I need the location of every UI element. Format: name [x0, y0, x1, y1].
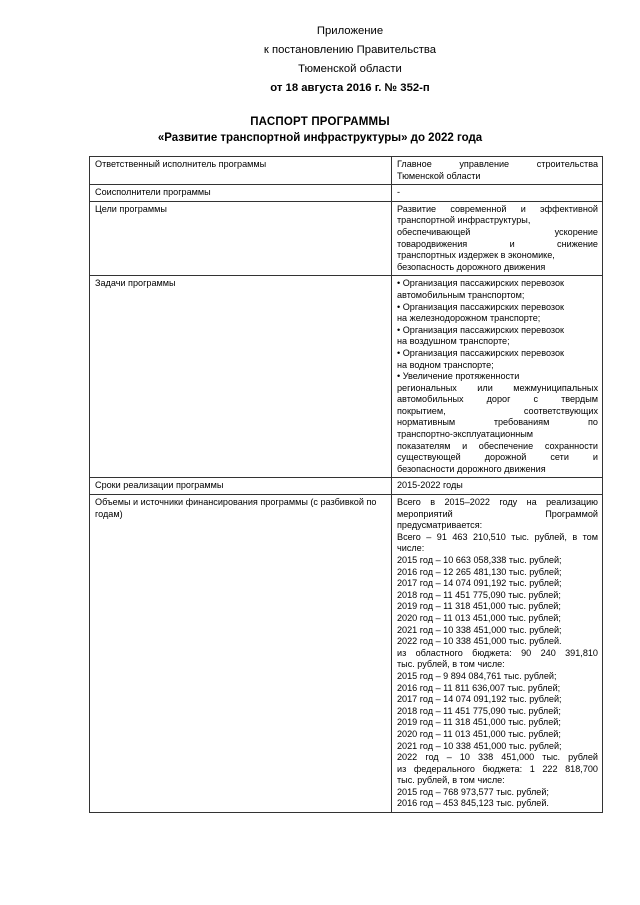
value-line: транспортно-эксплуатационным — [397, 429, 534, 440]
row-value-cell — [392, 185, 603, 202]
value-line: Главное управление строительства — [397, 159, 598, 169]
value-line: Всего – 91 463 210,510 тыс. рублей, в том — [397, 531, 598, 542]
row-label-cell: Соисполнители программы — [90, 185, 392, 202]
row-value-cell — [392, 495, 603, 813]
value-line: 2018 год – 11 451 775,090 тыс. рублей; — [397, 705, 561, 716]
value-line: 2016 год – 11 811 636,007 тыс. рублей; — [397, 682, 561, 693]
header-region-line: Тюменской области — [298, 63, 402, 75]
value-line: 2022 год – 10 338 451,000 тыс. рублей. — [397, 636, 562, 647]
row-value-cell — [392, 157, 603, 185]
value-line: безопасности дорожного движения — [397, 463, 546, 474]
value-line: транспортных издержек в экономике, — [397, 250, 555, 261]
value-line: покрытием, соответствующих — [397, 405, 598, 416]
value-line: нормативным требованиям по — [397, 417, 598, 428]
row-value-cell — [392, 201, 603, 276]
table-row — [90, 276, 603, 478]
value-line: существующей дорожной сети и — [397, 452, 598, 463]
page-title: ПАСПОРТ ПРОГРАММЫ — [250, 116, 390, 128]
value-line: 2015 год – 10 663 058,338 тыс. рублей; — [397, 555, 562, 565]
value-line: 2019 год – 11 318 451,000 тыс. рублей; — [397, 717, 561, 728]
value-line: • Организация пассажирских перевозок — [397, 347, 564, 358]
row-label-cell: Ответственный исполнитель программы — [90, 157, 392, 185]
value-line: 2016 год – 453 845,123 тыс. рублей. — [397, 798, 549, 809]
value-line: 2016 год – 12 265 481,130 тыс. рублей; — [397, 566, 562, 577]
row-value-cell — [392, 276, 603, 478]
value-line: 2021 год – 10 338 451,000 тыс. рублей; — [397, 740, 562, 751]
value-line: из областного бюджета: 90 240 391,810 — [397, 647, 598, 658]
table-row — [90, 157, 603, 185]
value-line: - — [397, 187, 401, 198]
value-line: транспортной инфраструктуры, — [397, 215, 531, 226]
value-line: на водном транспорте; — [397, 359, 494, 370]
value-line: на железнодорожном транспорте; — [397, 313, 541, 324]
value-line: 2019 год – 11 318 451,000 тыс. рублей; — [397, 601, 561, 612]
value-line: товародвижения и снижение — [397, 238, 598, 249]
row-label-cell: Цели программы — [90, 201, 392, 276]
value-line: 2021 год – 10 338 451,000 тыс. рублей; — [397, 624, 562, 635]
value-line: из федерального бюджета: 1 222 818,700 — [397, 763, 598, 774]
row-label-cell: Сроки реализации программы — [90, 478, 392, 495]
page-subtitle: «Развитие транспортной инфраструктуры» до 2022 года — [157, 132, 483, 144]
value-line: Тюменской области — [397, 170, 481, 181]
value-line: автомобильным транспортом; — [397, 289, 525, 300]
value-line: 2015 год – 9 894 084,761 тыс. рублей; — [397, 670, 557, 681]
value-line: показателям и обеспечение сохранности — [397, 440, 598, 451]
value-line: 2015 год – 768 973,577 тыс. рублей; — [397, 786, 549, 797]
value-line: • Организация пассажирских перевозок — [397, 324, 564, 335]
value-line: 2020 год – 11 013 451,000 тыс. рублей; — [397, 612, 561, 623]
row-label-cell: Задачи программы — [90, 276, 392, 478]
value-line: обеспечивающей ускорение — [397, 226, 598, 237]
value-line: числе: — [397, 543, 425, 554]
value-line: • Организация пассажирских перевозок — [397, 278, 564, 289]
value-line: безопасность дорожного движения — [397, 261, 546, 272]
value-line: автомобильных дорог с твердым — [397, 394, 598, 405]
table-row — [90, 201, 603, 276]
passport-table — [89, 156, 603, 813]
value-line: тыс. рублей, в том числе: — [397, 775, 505, 786]
value-line: Развитие современной и эффективной — [397, 203, 598, 214]
table-row — [90, 185, 603, 202]
value-line: • Увеличение протяженности — [397, 371, 520, 382]
value-line: Всего в 2015–2022 году на реализацию — [397, 497, 598, 508]
value-line: 2018 год – 11 451 775,090 тыс. рублей; — [397, 589, 561, 600]
value-line: 2017 год – 14 074 091,192 тыс. рублей; — [397, 694, 562, 705]
value-line: 2020 год – 11 013 451,000 тыс. рублей; — [397, 728, 561, 739]
passport-table-wrapper — [89, 156, 598, 813]
value-line: мероприятий Программой — [397, 508, 598, 519]
table-row — [90, 495, 603, 813]
value-line: на воздушном транспорте; — [397, 336, 510, 347]
header-appendix-line: Приложение — [316, 25, 384, 37]
passport-table-body — [90, 157, 603, 813]
value-line: 2015-2022 годы — [397, 480, 463, 491]
value-line: региональных или межмуниципальных — [397, 382, 598, 393]
document-header — [0, 0, 640, 98]
table-row — [90, 478, 603, 495]
value-line: предусматривается: — [397, 520, 483, 531]
value-line: 2022 год – 10 338 451,000 тыс. рублей — [397, 752, 598, 763]
header-date-number-line: от 18 августа 2016 г. № 352-п — [270, 82, 430, 94]
value-line: тыс. рублей, в том числе: — [397, 659, 505, 670]
row-label-cell: Объемы и источники финансирования программы (с разбивкой по годам) — [90, 495, 392, 813]
value-line: 2017 год – 14 074 091,192 тыс. рублей; — [397, 578, 562, 589]
value-line: • Организация пассажирских перевозок — [397, 301, 564, 312]
row-value-cell — [392, 478, 603, 495]
header-resolution-line: к постановлению Правительства — [263, 44, 437, 56]
document-title-block — [0, 114, 640, 147]
